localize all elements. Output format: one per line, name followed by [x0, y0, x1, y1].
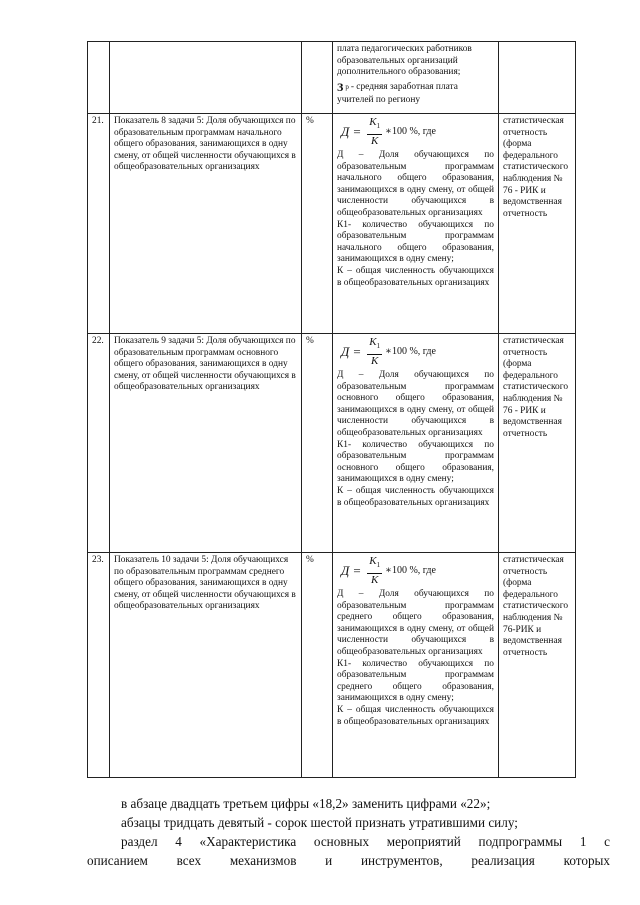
desc-k1: К1- количество обучающихся по образовательным программам среднего общего образования, занимающихся в одну смену; [337, 658, 494, 704]
cell-method [333, 553, 499, 778]
cell-unit: % [302, 553, 333, 778]
method-line: плата педагогических работников [337, 44, 472, 54]
table-row [88, 553, 576, 778]
formula [341, 336, 494, 368]
desc-k: К – общая численность обучающихся в общеобразовательных организациях [337, 485, 494, 508]
paragraph: описанием всех механизмов и инструментов, реализация которых [87, 853, 610, 868]
cell-source [499, 42, 576, 114]
formula-numerator: K [369, 336, 377, 349]
cell-num [88, 42, 110, 114]
cell-method [333, 114, 499, 334]
formula-fraction [367, 336, 382, 367]
table-row-continuation [88, 42, 576, 114]
cell-source: статистическая отчетность (форма федерального статистического наблюдения № 76-РИК и ведомственная отчетность [499, 553, 576, 778]
cell-source: статистическая отчетность (форма федерального статистического наблюдения № 76 - РИК и ведомственная отчетность [499, 114, 576, 334]
cell-method [333, 334, 499, 553]
desc-d: Д – Доля обучающихся по образовательным программам основного общего образования, занимающихся в одну смену, от общей численности обучающихся в общеобразовательных организациях [337, 370, 494, 438]
formula-lhs: Д = [341, 563, 362, 579]
formula-numerator: K [369, 116, 377, 129]
formula-denominator: K [371, 134, 379, 147]
formula-denominator: K [371, 573, 379, 586]
paragraph: абзацы тридцать девятый - сорок шестой признать утратившими силу; [121, 815, 518, 830]
zp-subscript: р [345, 82, 349, 91]
desc-k: К – общая численность обучающихся в общеобразовательных организациях [337, 265, 494, 288]
paragraph: раздел 4 «Характеристика основных мероприятий подпрограммы 1 с [121, 834, 610, 849]
desc-k1: К1- количество обучающихся по образовательным программам основного общего образования, занимающихся в одну смену; [337, 439, 494, 485]
formula-lhs: Д = [341, 124, 362, 140]
cell-indicator: Показатель 8 задачи 5: Доля обучающихся по образовательным программам начального общего образования, занимающихся в одну смену, от общей численности обучающихся в общеобразовательных организациях [110, 114, 302, 334]
formula-numerator: K [369, 555, 377, 568]
cell-num: 23. [88, 553, 110, 778]
formula-tail: ∗100 %, где [385, 346, 436, 358]
cell-unit: % [302, 114, 333, 334]
paragraph: в абзаце двадцать третьем цифры «18,2» заменить цифрами «22»; [121, 796, 491, 811]
formula-denominator: K [371, 354, 379, 367]
formula-tail: ∗100 %, где [385, 126, 436, 138]
formula-numerator-sub: 1 [376, 122, 381, 131]
formula-numerator-sub: 1 [376, 342, 381, 351]
cell-num: 22. [88, 334, 110, 553]
zp-text: - средняя заработная плата [350, 81, 458, 92]
cell-indicator [110, 42, 302, 114]
table-row [88, 114, 576, 334]
desc-k: К – общая численность обучающихся в общеобразовательных организациях [337, 704, 494, 727]
formula-fraction [367, 555, 382, 586]
desc-d: Д – Доля обучающихся по образовательным программам начального общего образования, занимающихся в одну смену, от общей численности обучающихся в общеобразовательных организациях [337, 150, 494, 218]
method-line: дополнительного образования; [337, 67, 461, 78]
cell-method [333, 42, 499, 114]
desc-k1: К1- количество обучающихся по образовательным программам начального общего образования, занимающихся в одну смену; [337, 219, 494, 265]
formula [341, 555, 494, 587]
method-line: образовательных организаций [337, 55, 458, 66]
formula-lhs: Д = [341, 344, 362, 360]
indicators-table [87, 41, 576, 778]
table-row [88, 334, 576, 553]
formula-fraction [367, 116, 382, 147]
cell-unit [302, 42, 333, 114]
cell-unit: % [302, 334, 333, 553]
zp-text-2: учителей по региону [337, 95, 421, 106]
formula-tail: ∗100 %, где [385, 565, 436, 577]
zp-symbol: З [337, 79, 344, 94]
zp-definition [337, 79, 458, 94]
formula [341, 116, 494, 148]
cell-indicator: Показатель 10 задачи 5: Доля обучающихся по образовательным программам среднего общего образования, занимающихся в одну смену, от общей численности обучающихся в общеобразовательных организациях [110, 553, 302, 778]
cell-num: 21. [88, 114, 110, 334]
desc-d: Д – Доля обучающихся по образовательным программам среднего общего образования, занимающихся в одну смену, от общей численности обучающихся в общеобразовательных организациях [337, 589, 494, 657]
formula-numerator-sub: 1 [376, 561, 381, 570]
cell-indicator: Показатель 9 задачи 5: Доля обучающихся по образовательным программам основного общего образования, занимающихся в одну смену, от общей численности обучающихся в общеобразовательных организациях [110, 334, 302, 553]
cell-source: статистическая отчетность (форма федерального статистического наблюдения № 76 - РИК и ведомственная отчетность [499, 334, 576, 553]
